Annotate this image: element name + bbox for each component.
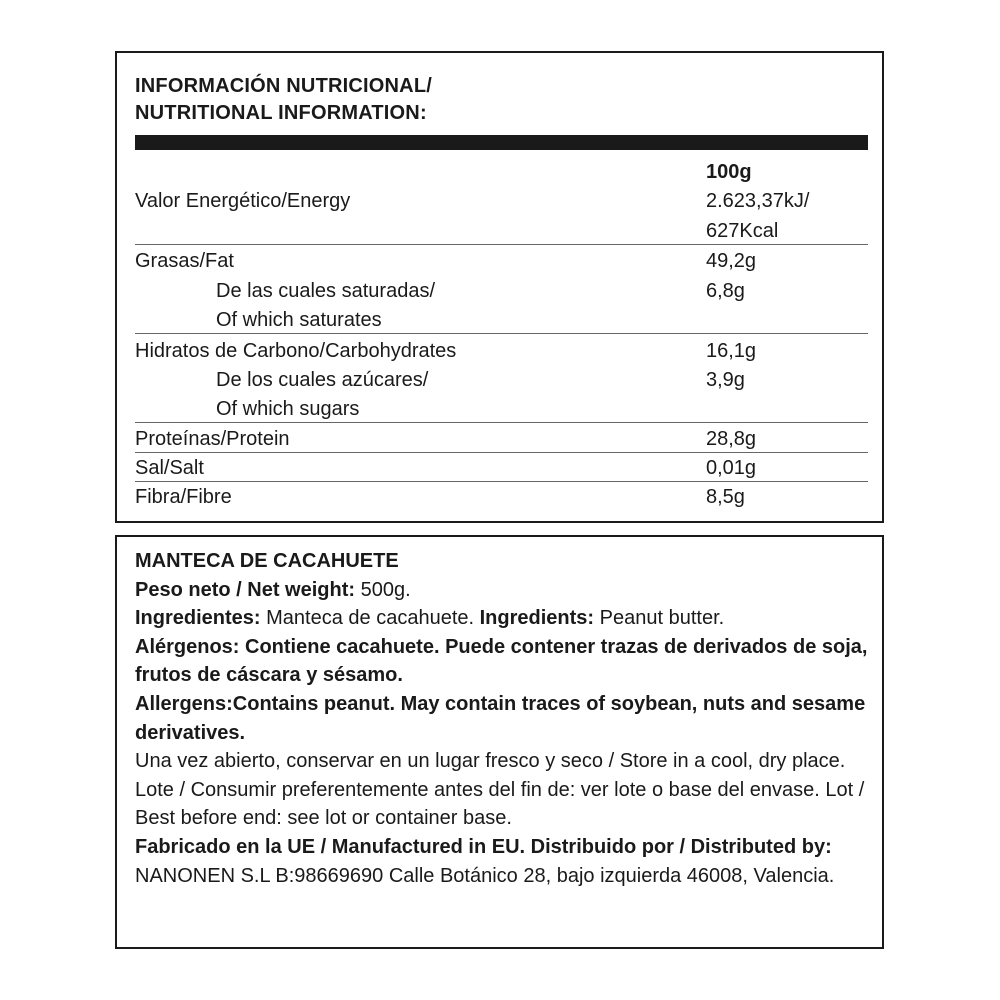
storage-instructions: Una vez abierto, conservar en un lugar fresco y seco / Store in a cool, dry place. xyxy=(135,750,846,773)
net-weight-value: 500g. xyxy=(355,578,411,601)
carbs-value: 16,1g xyxy=(706,340,757,362)
protein-label: Proteínas/Protein xyxy=(135,428,290,450)
fibre-value: 8,5g xyxy=(706,486,745,508)
salt-label: Sal/Salt xyxy=(135,457,204,479)
allergens-en: Allergens:Contains peanut. May contain traces of soybean, nuts and sesame derivatives. xyxy=(135,692,866,744)
manufacturer-value: NANONEN S.L B:98669690 Calle Botánico 28, bajo izquierda 46008, Valencia. xyxy=(135,864,835,887)
energy-value-kj: 2.623,37kJ/ xyxy=(706,190,810,212)
row-divider xyxy=(135,481,868,482)
manufacturer-label: Fabricado en la UE / Manufactured in EU. Distribuido por / Distributed by: xyxy=(135,835,832,858)
allergens-es: Alérgenos: Contiene cacahuete. Puede contener trazas de derivados de soja, frutos de cáscara y sésamo. xyxy=(135,635,868,687)
ingredients-es-label: Ingredientes: xyxy=(135,607,261,630)
sugars-label-es: De los cuales azúcares/ xyxy=(216,369,429,391)
row-divider xyxy=(135,422,868,423)
row-divider xyxy=(135,244,868,245)
lot-best-before: Lote / Consumir preferentemente antes del fin de: ver lote o base del envase. Lot / Best before end: see lot or container base. xyxy=(135,778,865,830)
nutrition-title-en: NUTRITIONAL INFORMATION: xyxy=(135,102,427,124)
energy-label: Valor Energético/Energy xyxy=(135,190,351,212)
row-divider xyxy=(135,333,868,334)
saturates-value: 6,8g xyxy=(706,280,745,302)
saturates-label-es: De las cuales saturadas/ xyxy=(216,280,436,302)
protein-value: 28,8g xyxy=(706,428,757,450)
manufacturer-line xyxy=(135,833,870,890)
carbs-label: Hidratos de Carbono/Carbohydrates xyxy=(135,340,457,362)
header-divider-bar xyxy=(135,135,868,150)
fat-label: Grasas/Fat xyxy=(135,250,234,272)
ingredients-en-value: Peanut butter. xyxy=(594,607,725,630)
product-name: MANTECA DE CACAHUETE xyxy=(135,550,399,572)
nutrition-title-es: INFORMACIÓN NUTRICIONAL/ xyxy=(135,75,432,97)
row-divider xyxy=(135,452,868,453)
column-header-100g: 100g xyxy=(706,161,752,183)
nutrition-panel xyxy=(115,51,884,523)
nutrition-title xyxy=(135,73,432,127)
net-weight-label: Peso neto / Net weight: xyxy=(135,578,356,601)
ingredients-es-value: Manteca de cacahuete. xyxy=(260,607,480,630)
salt-value: 0,01g xyxy=(706,457,757,479)
ingredients-en-label: Ingredients: xyxy=(479,607,595,630)
net-weight-line xyxy=(135,576,870,605)
product-info-text xyxy=(135,547,870,890)
fat-value: 49,2g xyxy=(706,250,757,272)
sugars-value: 3,9g xyxy=(706,369,745,391)
sugars-label-en: Of which sugars xyxy=(216,398,360,420)
ingredients-line xyxy=(135,604,870,633)
product-info-panel xyxy=(115,535,884,949)
saturates-label-en: Of which saturates xyxy=(216,309,382,331)
energy-value-kcal: 627Kcal xyxy=(706,220,779,242)
fibre-label: Fibra/Fibre xyxy=(135,486,232,508)
